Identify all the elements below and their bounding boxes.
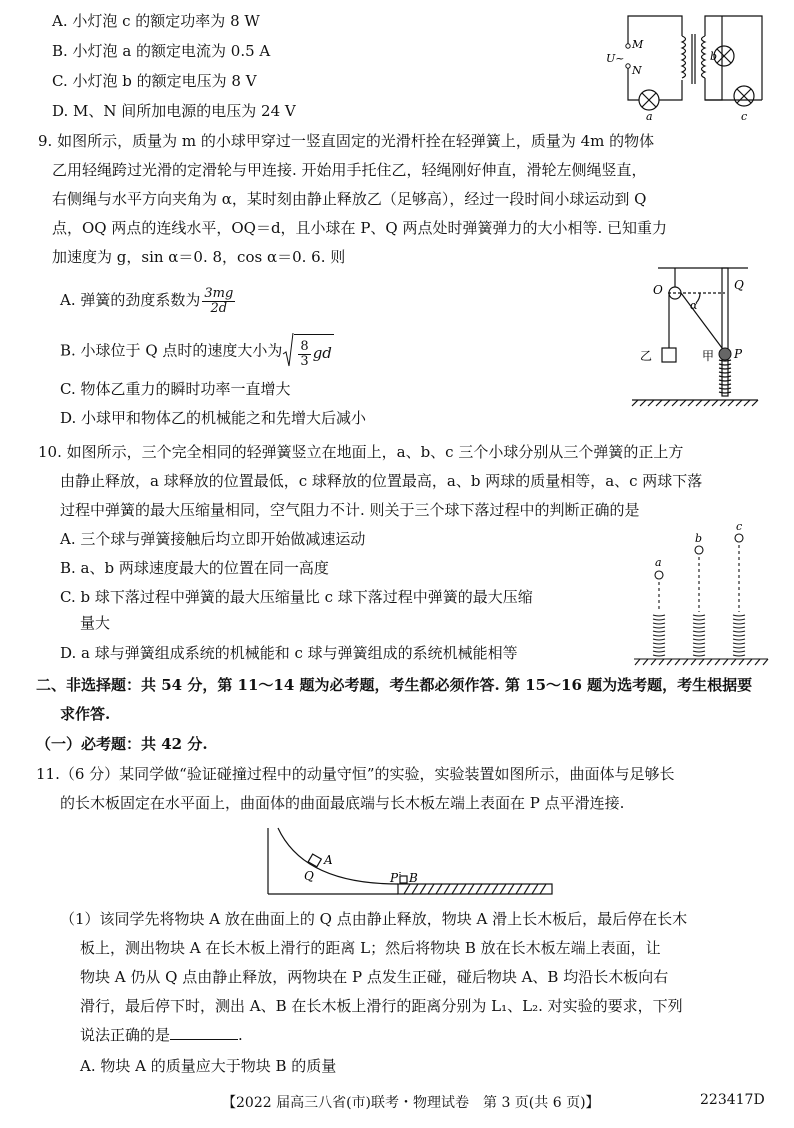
q8-option-d: D. M、N 间所加电源的电压为 24 V: [52, 102, 296, 120]
section-2-heading: 二、非选择题：共 54 分，第 11～14 题为必考题，考生都必须作答. 第 15～16 题为选考题，考生根据要: [36, 676, 753, 694]
q10-springs-figure: [632, 520, 772, 668]
q11-stem-line-1: 11.（6 分）某同学做“验证碰撞过程中的动量守恒”的实验，实验装置如图所示，曲面体与足够长: [36, 765, 675, 783]
q11-option-a: A. 物块 A 的质量应大于物块 B 的质量: [80, 1057, 337, 1075]
q9-b-gd: gd: [312, 344, 332, 362]
q10-option-c: C. b 球下落过程中弹簧的最大压缩量比 c 球下落过程中弹簧的最大压缩: [60, 588, 533, 606]
q10-option-c-cont: 量大: [80, 614, 111, 632]
q8-label-m: M: [632, 38, 644, 51]
q11-ramp-figure: [264, 826, 560, 898]
q11-label-p: P: [390, 871, 399, 885]
q9-stem-line-4: 点，OQ 两点的连线水平，OQ＝d，且小球在 P、Q 两点处时弹簧弹力的大小相等. 已知重力: [52, 219, 668, 237]
section-2-heading-cont: 求作答.: [60, 705, 111, 723]
q10-option-b: B. a、b 两球速度最大的位置在同一高度: [60, 559, 329, 577]
q8-label-a: a: [646, 110, 653, 123]
q9-label-o: O: [653, 283, 663, 297]
q10-label-b: b: [695, 532, 703, 545]
q9-option-c: C. 物体乙重力的瞬时功率一直增大: [60, 380, 291, 398]
q9-option-d: D. 小球甲和物体乙的机械能之和先增大后减小: [60, 409, 367, 427]
q11-stem-line-2: 的长木板固定在水平面上，曲面体的曲面最底端与长木板左端上表面在 P 点平滑连接.: [60, 794, 625, 812]
q10-stem-line-2: 由静止释放，a 球释放的位置最低，c 球释放的位置最高，a、b 两球的质量相等，a、c 两球下落: [60, 472, 703, 490]
q9-option-a-fraction: [202, 287, 235, 316]
q11-part1-line-4: 滑行，最后停下时，测出 A、B 在长木板上滑行的距离分别为 L₁、L₂. 对实验的要求，下列: [80, 997, 683, 1015]
q9-label-q: Q: [734, 278, 744, 292]
q10-option-a: A. 三个球与弹簧接触后均立即开始做减速运动: [60, 530, 366, 548]
q11-label-q: Q: [304, 869, 314, 883]
q9-stem-line-1: 9. 如图所示，质量为 m 的小球甲穿过一竖直固定的光滑杆拴在轻弹簧上，质量为 4m 的物体: [38, 132, 655, 150]
q11-part1-line-5: 说法正确的是 .: [80, 1026, 243, 1044]
q9-stem-line-3: 右侧绳与水平方向夹角为 α，某时刻由静止释放乙（足够高），经过一段时间小球运动到 Q: [52, 190, 647, 208]
q10-label-a: a: [655, 556, 662, 569]
q9-a-denominator: 2d: [210, 300, 228, 316]
q9-a-numerator: 3mg: [204, 285, 234, 301]
section-2-subheading: （一）必考题：共 42 分.: [36, 735, 208, 753]
q11-part1-line-3: 物块 A 仍从 Q 点由静止释放，两物块在 P 点发生正碰，碰后物块 A、B 均沿长木板向右: [80, 968, 669, 986]
q11-label-a: A: [324, 853, 333, 867]
q9-pulley-figure: [630, 266, 764, 412]
q8-circuit-figure: [604, 8, 774, 123]
q9-stem-line-2: 乙用轻绳跨过光滑的定滑轮与甲连接. 开始用手托住乙，轻绳刚好伸直，滑轮左侧绳竖直，: [52, 161, 647, 179]
page-footer-code: 223417D: [700, 1092, 765, 1108]
q9-b-numerator: 8: [300, 338, 309, 354]
q8-option-a: A. 小灯泡 c 的额定功率为 8 W: [52, 12, 260, 30]
q11-part1-line-1: （1）该同学先将物块 A 放在曲面上的 Q 点由静止释放，物块 A 滑上长木板后，最后停在长木: [60, 910, 688, 928]
answer-blank[interactable]: [170, 1025, 238, 1040]
q8-label-c: c: [741, 110, 748, 123]
q8-option-c: C. 小灯泡 b 的额定电压为 8 V: [52, 72, 257, 90]
q11-part1-prompt: 说法正确的是: [80, 1026, 171, 1044]
q9-stem-line-5: 加速度为 g，sin α＝0. 8，cos α＝0. 6. 则: [52, 248, 346, 266]
q9-option-b-text: B. 小球位于 Q 点时的速度大小为: [60, 341, 283, 360]
q8-label-u: U~: [606, 52, 625, 65]
q10-option-d: D. a 球与弹簧组成系统的机械能和 c 球与弹簧组成的系统机械能相等: [60, 644, 518, 662]
q9-label-p: P: [734, 347, 743, 361]
q9-option-b: [60, 334, 334, 369]
q11-part1-line-2: 板上，测出物块 A 在长木板上滑行的距离 L；然后将物块 B 放在长木板左端上表面，让: [80, 939, 661, 957]
q10-label-c: c: [736, 520, 743, 533]
q8-label-n: N: [632, 64, 642, 77]
q9-b-denominator: 3: [300, 353, 309, 369]
q9-option-a-text: A. 弹簧的劲度系数为: [60, 291, 201, 309]
q10-stem-line-1: 10. 如图所示，三个完全相同的轻弹簧竖立在地面上，a、b、c 三个小球分别从三个弹簧的正上方: [38, 443, 684, 461]
q9-option-a: [60, 284, 237, 316]
q11-label-b: B: [409, 871, 418, 885]
page-footer-title: 【2022 届高三八省(市)联考・物理试卷 第 3 页(共 6 页)】: [222, 1095, 600, 1111]
q9-label-jia: 甲: [702, 349, 715, 363]
q9-b-sqrt: [282, 334, 334, 369]
q8-label-b: b: [710, 50, 718, 63]
q8-option-b: B. 小灯泡 a 的额定电流为 0.5 A: [52, 42, 271, 60]
q9-label-alpha: α: [690, 299, 698, 312]
q9-label-yi: 乙: [640, 349, 653, 363]
q10-stem-line-3: 过程中弹簧的最大压缩量相同，空气阻力不计. 则关于三个球下落过程中的判断正确的是: [60, 501, 640, 519]
